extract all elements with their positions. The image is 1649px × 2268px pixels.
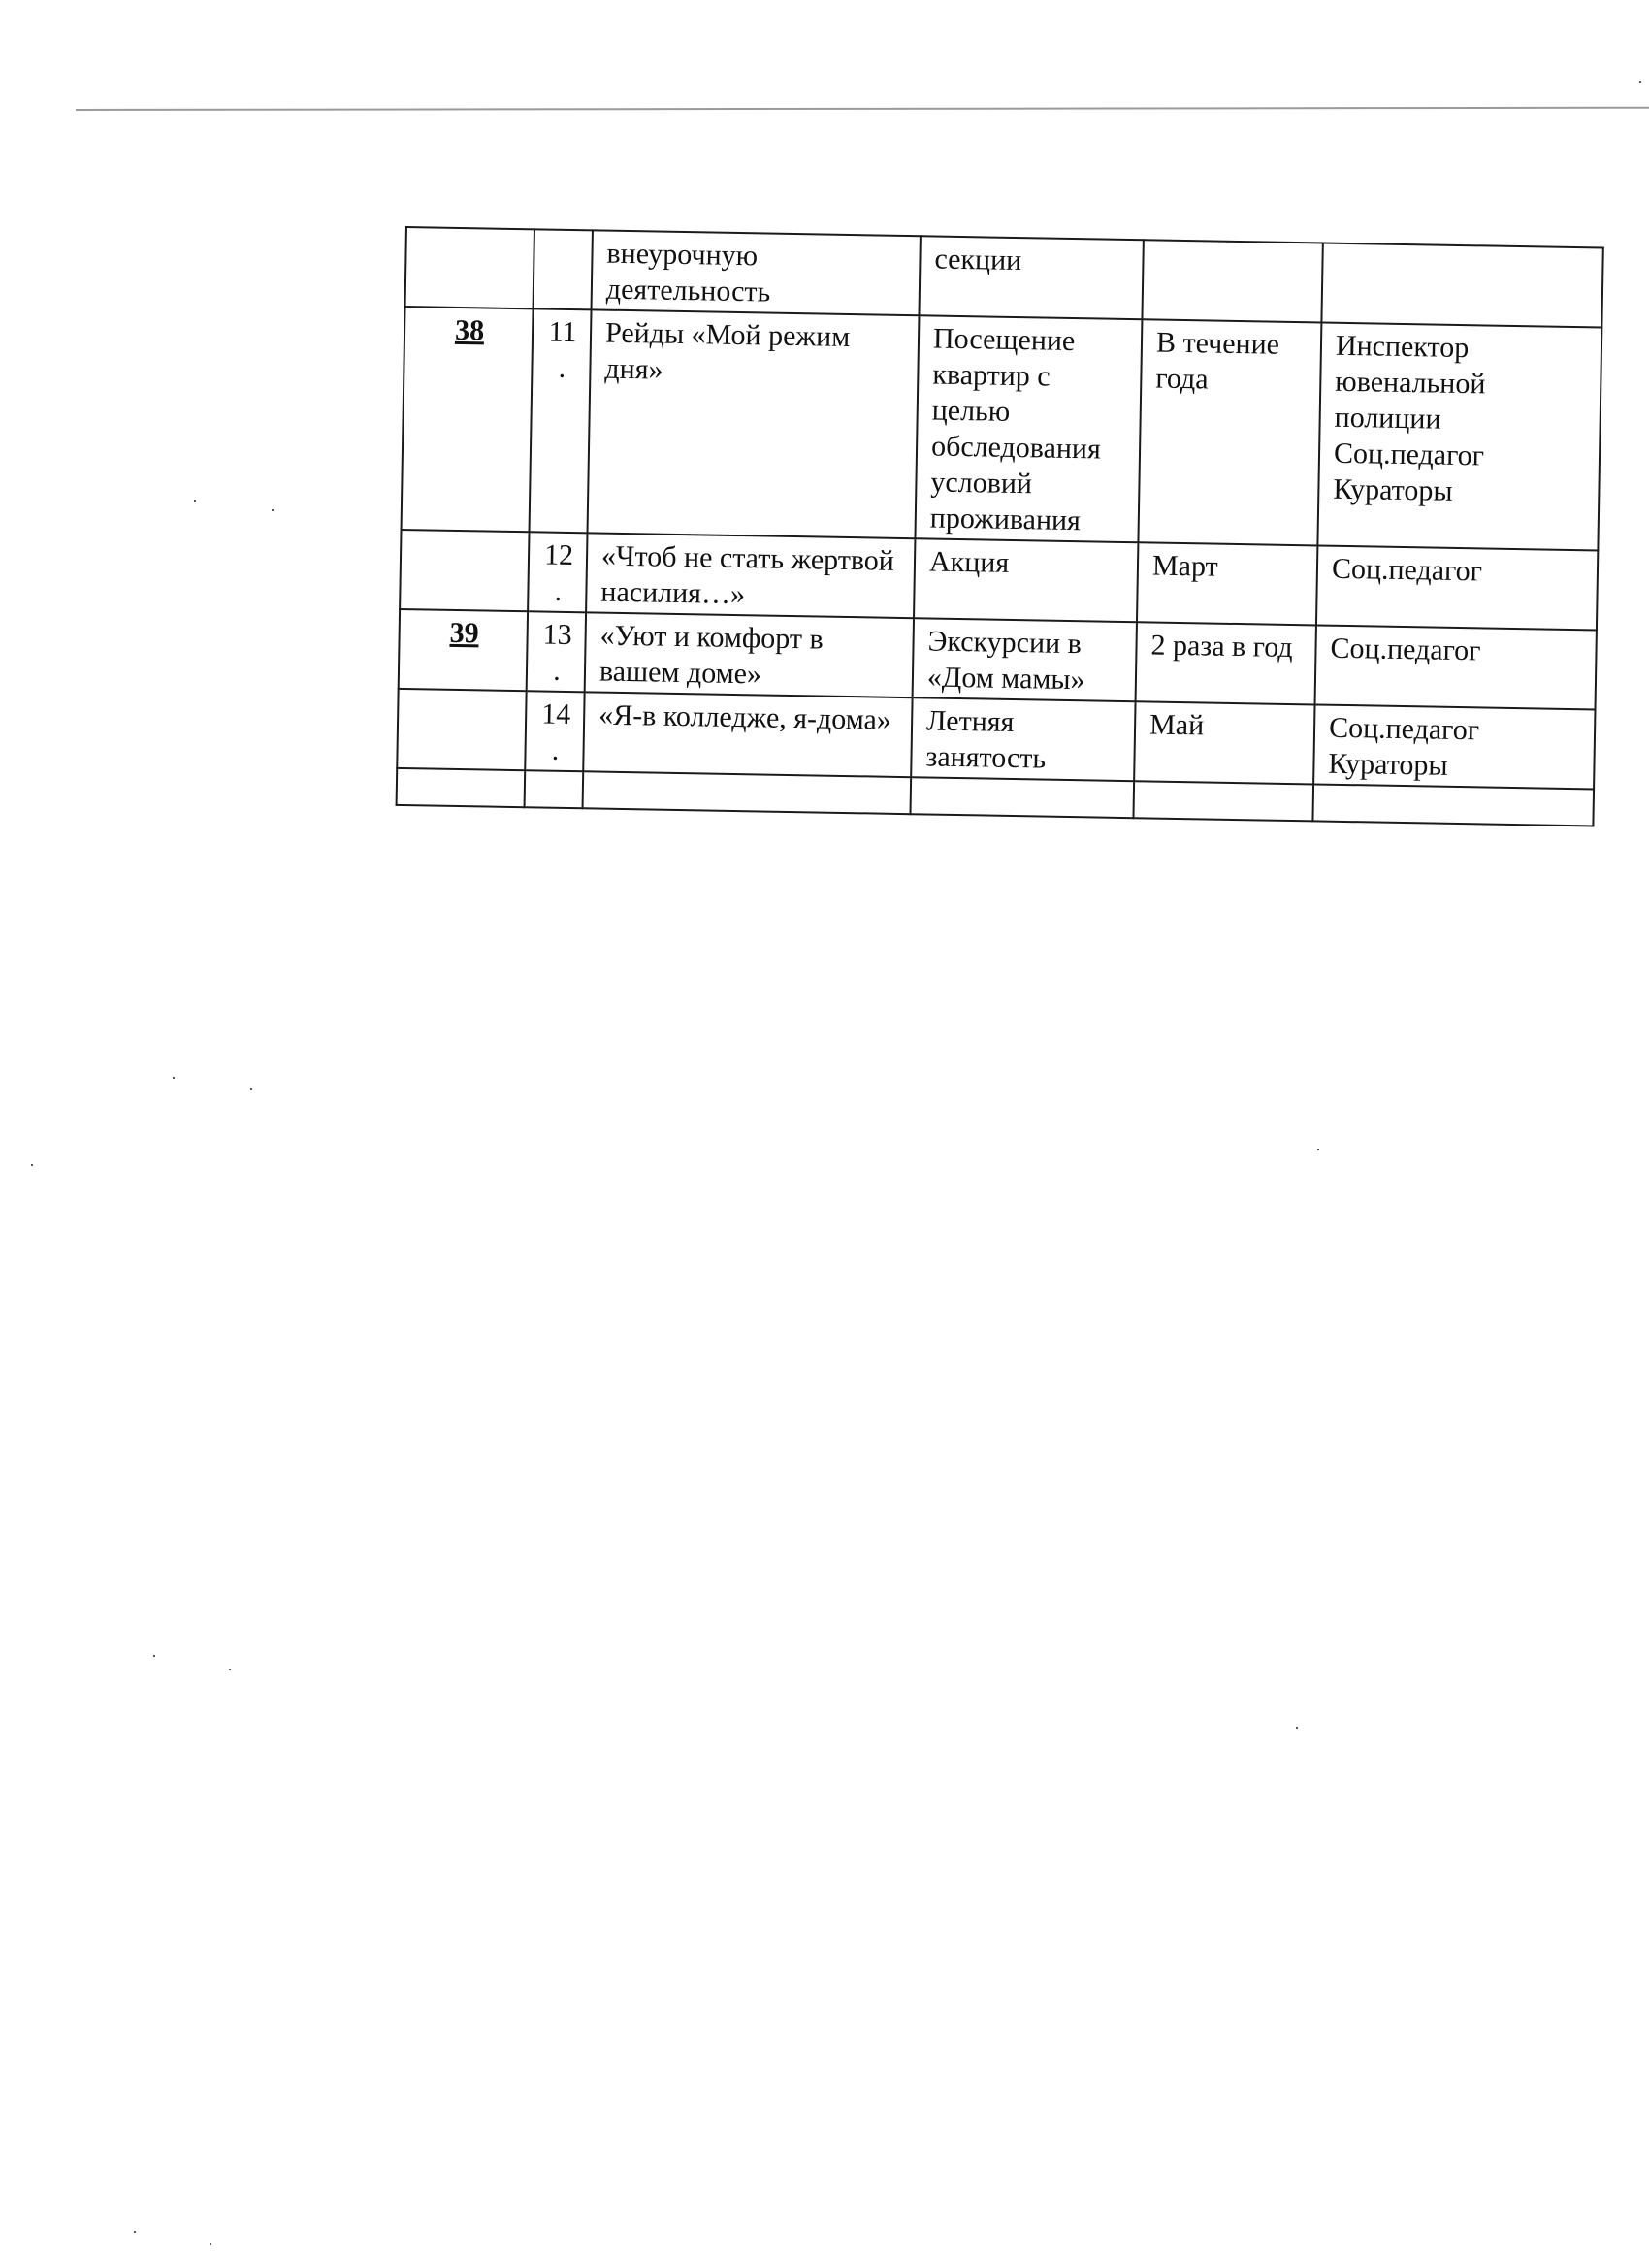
event-form-cell: Акция (914, 538, 1138, 622)
event-time-cell (1142, 240, 1322, 322)
scan-speck (153, 1655, 155, 1657)
scan-speck (31, 1164, 33, 1166)
event-form-cell: секции (919, 236, 1143, 319)
scan-speck (134, 2231, 136, 2233)
scan-speck (210, 2243, 211, 2245)
responsible-cell: Соц.педагог Кураторы (1313, 704, 1595, 789)
scan-speck (1317, 1149, 1319, 1150)
page-number-cell (400, 530, 529, 611)
item-number-cell: 11. (530, 308, 592, 533)
scan-speck (229, 1669, 231, 1670)
item-number-cell (534, 229, 593, 309)
event-name-cell: Рейды «Мой режим дня» (588, 309, 920, 538)
event-form-cell: Летняя занятость (911, 697, 1135, 781)
item-number-cell: 14. (525, 691, 584, 771)
document-table-wrapper (396, 226, 1604, 826)
event-form-cell: Посещение квартир с целью обследования условий проживания (915, 315, 1142, 542)
event-name-cell: внеурочную деятельность (592, 230, 921, 315)
page-number-cell (405, 227, 534, 308)
item-number-cell: 12. (528, 532, 587, 612)
responsible-cell: Соц.педагог (1316, 545, 1598, 630)
event-time-cell: Март (1137, 542, 1317, 625)
event-time-cell: 2 раза в год (1136, 622, 1316, 704)
page-number-cell (397, 689, 526, 770)
event-time-cell: Май (1134, 701, 1314, 784)
page-number-cell (397, 768, 526, 807)
responsible-cell: Инспектор ювенальной полиции Соц.педагог Кураторы (1317, 322, 1601, 550)
event-name-cell: «Чтоб не стать жертвой насилия…» (586, 533, 915, 618)
scan-top-edge-line (76, 107, 1649, 111)
scan-speck (1639, 81, 1641, 83)
event-name-cell (583, 771, 912, 814)
page-number-cell: 38 (402, 307, 534, 532)
responsible-cell (1312, 784, 1594, 826)
event-name-cell: «Уют и комфорт в вашем доме» (585, 612, 914, 697)
event-form-cell (911, 777, 1135, 818)
item-number-cell: 13. (527, 611, 586, 692)
responsible-cell (1321, 243, 1602, 328)
scan-speck (1296, 1727, 1298, 1729)
item-number-cell (525, 770, 584, 808)
event-name-cell: «Я-в колледже, я-дома» (583, 692, 912, 777)
responsible-cell: Соц.педагог (1315, 625, 1597, 709)
event-time-cell (1133, 781, 1313, 821)
event-plan-table (396, 226, 1604, 826)
scan-speck (173, 1077, 175, 1079)
event-form-cell: Экскурсии в «Дом мамы» (913, 618, 1137, 701)
page-number-cell: 39 (399, 609, 528, 691)
event-time-cell: В течение года (1138, 319, 1321, 545)
scan-speck (250, 1088, 252, 1090)
scan-speck (272, 509, 274, 511)
table-row (402, 307, 1602, 551)
scan-speck (194, 500, 196, 502)
